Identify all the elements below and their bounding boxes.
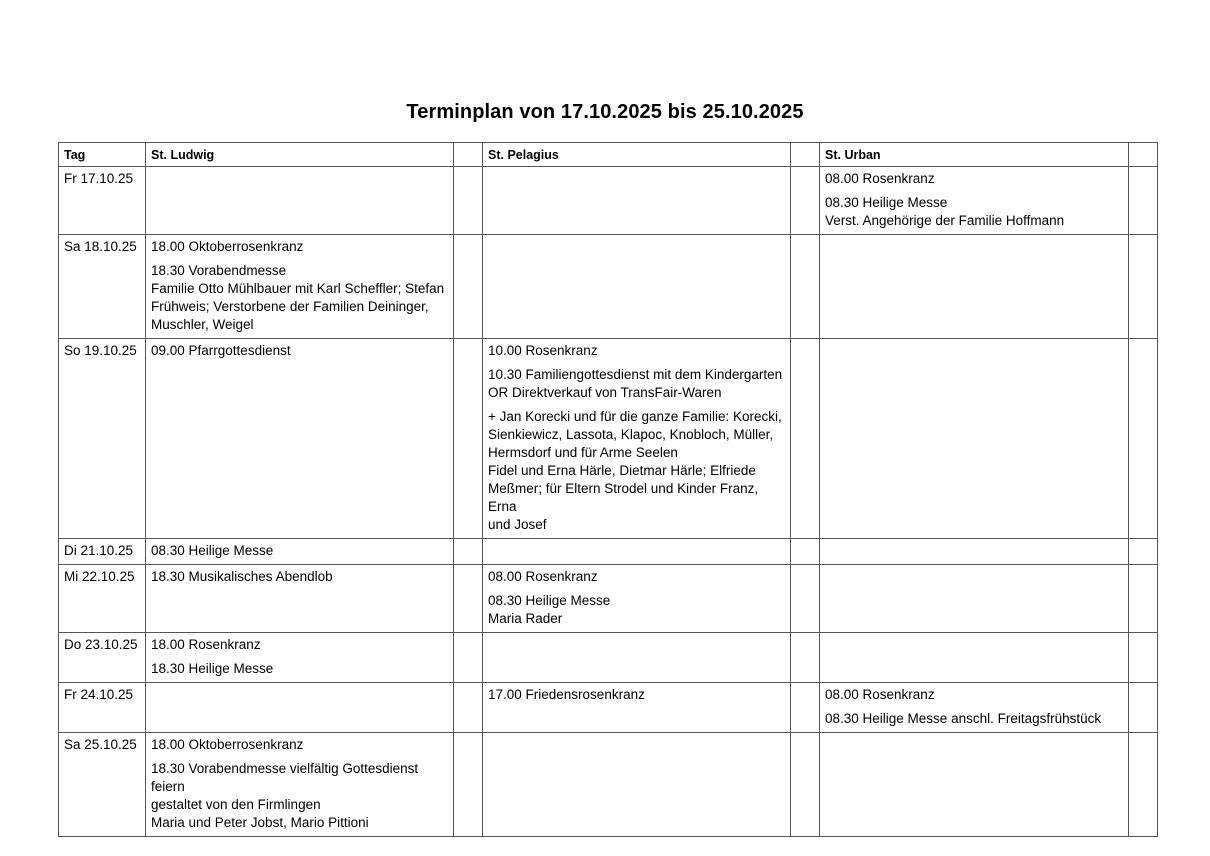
st-pelagius-cell [483,539,791,565]
spacer-cell [791,539,820,565]
st-pelagius-cell [483,339,791,539]
spacer-cell [791,167,820,235]
entry-line: 08.30 Heilige Messe [488,593,611,608]
entry-line: + Jan Korecki und für die ganze Familie: Korecki, [488,409,782,424]
schedule-entry [488,592,785,628]
schedule-entry [151,262,448,334]
schedule-entry [151,636,448,654]
header-st-urban: St. Urban [820,143,1129,167]
table-row [59,683,1158,733]
page-title: Terminplan von 17.10.2025 bis 25.10.2025 [406,101,804,123]
entry-line: Hermsdorf und für Arme Seelen [488,445,678,460]
spacer-cell [1129,167,1158,235]
st-urban-cell [820,339,1129,539]
st-pelagius-cell [483,633,791,683]
st-ludwig-cell [146,683,454,733]
spacer-cell [1129,235,1158,339]
entry-line: 08.00 Rosenkranz [825,687,935,702]
schedule-entry [825,170,1123,188]
entry-line: Muschler, Weigel [151,317,254,332]
schedule-entry [488,568,785,586]
day-cell: Fr 24.10.25 [59,683,146,733]
spacer-cell [791,633,820,683]
spacer-cell [1129,633,1158,683]
entry-line: Familie Otto Mühlbauer mit Karl Scheffler; Stefan [151,281,445,296]
header-spacer [1129,143,1158,167]
spacer-cell [791,565,820,633]
st-pelagius-cell [483,235,791,339]
header-st-ludwig: St. Ludwig [146,143,454,167]
st-pelagius-cell [483,167,791,235]
entry-line: Maria Rader [488,611,563,626]
spacer-cell [791,733,820,837]
header-day: Tag [59,143,146,167]
st-ludwig-cell [146,539,454,565]
schedule-entry [825,686,1123,704]
st-ludwig-cell [146,339,454,539]
schedule-table [58,142,1158,837]
schedule-entry [488,342,785,360]
schedule-entry [825,194,1123,230]
schedule-entry [151,736,448,754]
schedule-entry [151,542,448,560]
st-urban-cell [820,683,1129,733]
day-cell: Do 23.10.25 [59,633,146,683]
entry-line: Fidel und Erna Härle, Dietmar Härle; Elfriede [488,463,756,478]
header-spacer [791,143,820,167]
table-row [59,733,1158,837]
schedule-entry [825,710,1123,728]
entry-line: 18.30 Vorabendmesse [151,263,287,278]
st-urban-cell [820,565,1129,633]
st-urban-cell [820,733,1129,837]
st-ludwig-cell [146,235,454,339]
entry-line: 09.00 Pfarrgottesdienst [151,343,291,358]
st-urban-cell [820,633,1129,683]
day-cell: Sa 25.10.25 [59,733,146,837]
schedule-body [59,167,1158,837]
entry-line: Verst. Angehörige der Familie Hoffmann [825,213,1065,228]
entry-line: 18.30 Musikalisches Abendlob [151,569,333,584]
spacer-cell [1129,683,1158,733]
entry-line: gestaltet von den Firmlingen [151,797,321,812]
spacer-cell [1129,733,1158,837]
header-st-pelagius: St. Pelagius [483,143,791,167]
schedule-entry [151,342,448,360]
spacer-cell [791,235,820,339]
spacer-cell [454,565,483,633]
entry-line: OR Direktverkauf von TransFair-Waren [488,385,722,400]
st-urban-cell [820,235,1129,339]
spacer-cell [1129,339,1158,539]
entry-line: 08.00 Rosenkranz [488,569,598,584]
header-row [59,143,1158,167]
table-row [59,235,1158,339]
day-cell: Di 21.10.25 [59,539,146,565]
entry-line: und Josef [488,517,547,532]
entry-line: 10.00 Rosenkranz [488,343,598,358]
entry-line: 10.30 Familiengottesdienst mit dem Kindergarten [488,367,783,382]
spacer-cell [454,339,483,539]
entry-line: 18.30 Heilige Messe [151,661,274,676]
spacer-cell [1129,565,1158,633]
entry-line: 18.30 Vorabendmesse vielfältig Gottesdienst feiern [151,761,419,794]
table-row [59,565,1158,633]
schedule-entry [151,660,448,678]
header-spacer [454,143,483,167]
entry-line: 18.00 Oktoberrosenkranz [151,737,304,752]
entry-line: 08.30 Heilige Messe [825,195,948,210]
spacer-cell [791,683,820,733]
day-cell: So 19.10.25 [59,339,146,539]
spacer-cell [454,167,483,235]
day-cell: Sa 18.10.25 [59,235,146,339]
entry-line: Sienkiewicz, Lassota, Klapoc, Knobloch, Müller, [488,427,774,442]
spacer-cell [791,339,820,539]
st-ludwig-cell [146,733,454,837]
st-ludwig-cell [146,167,454,235]
entry-line: 17.00 Friedensrosenkranz [488,687,645,702]
entry-line: 18.00 Oktoberrosenkranz [151,239,304,254]
st-pelagius-cell [483,733,791,837]
st-ludwig-cell [146,565,454,633]
st-ludwig-cell [146,633,454,683]
schedule-entry [151,568,448,586]
entry-line: 08.30 Heilige Messe anschl. Freitagsfrühstück [825,711,1102,726]
day-cell: Fr 17.10.25 [59,167,146,235]
spacer-cell [454,733,483,837]
spacer-cell [454,539,483,565]
entry-line: Maria und Peter Jobst, Mario Pittioni [151,815,369,830]
entry-line: Meßmer; für Eltern Strodel und Kinder Franz, Erna [488,481,759,514]
table-row [59,167,1158,235]
table-row [59,339,1158,539]
spacer-cell [454,235,483,339]
entry-line: 18.00 Rosenkranz [151,637,261,652]
schedule-entry [488,408,785,534]
table-row [59,539,1158,565]
schedule-entry [151,238,448,256]
st-urban-cell [820,539,1129,565]
entry-line: 08.00 Rosenkranz [825,171,935,186]
spacer-cell [454,633,483,683]
table-row [59,633,1158,683]
schedule-entry [151,760,448,832]
schedule-entry [488,366,785,402]
st-pelagius-cell [483,683,791,733]
entry-line: 08.30 Heilige Messe [151,543,274,558]
st-pelagius-cell [483,565,791,633]
day-cell: Mi 22.10.25 [59,565,146,633]
spacer-cell [454,683,483,733]
st-urban-cell [820,167,1129,235]
spacer-cell [1129,539,1158,565]
schedule-entry [488,686,785,704]
entry-line: Frühweis; Verstorbene der Familien Deininger, [151,299,429,314]
